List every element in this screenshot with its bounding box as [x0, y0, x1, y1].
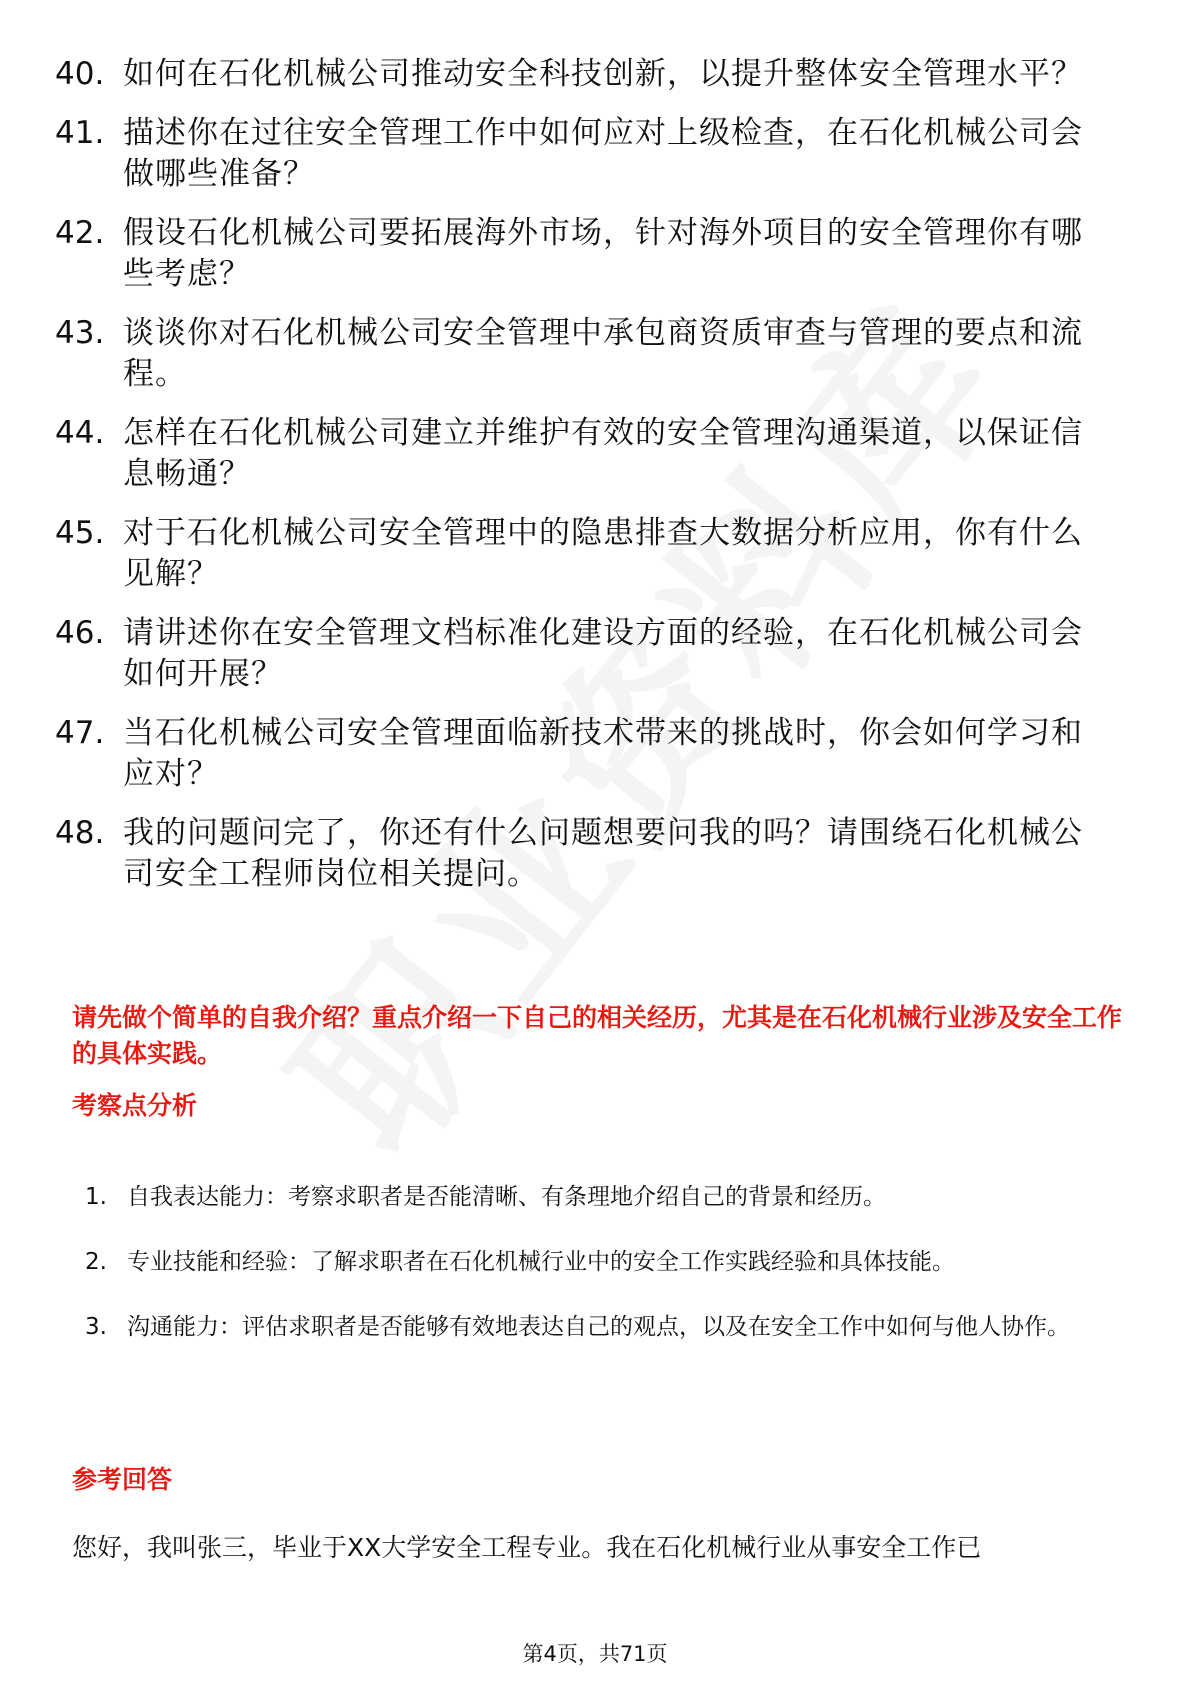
question-text: 如何在石化机械公司推动安全科技创新，以提升整体安全管理水平？	[123, 56, 1083, 92]
question-number: 48.	[55, 815, 105, 851]
answer-title: 参考回答	[72, 1465, 173, 1494]
analysis-list	[85, 1168, 1125, 1363]
question-number: 47.	[55, 715, 105, 751]
analysis-title: 考察点分析	[72, 1091, 198, 1120]
question-text: 怎样在石化机械公司建立并维护有效的安全管理沟通渠道，以保证信息畅通？	[123, 415, 1083, 492]
question-item	[55, 713, 1115, 795]
analysis-number: 3.	[85, 1314, 107, 1340]
analysis-number: 1.	[85, 1184, 107, 1210]
question-number: 46.	[55, 615, 105, 651]
question-text: 我的问题问完了，你还有什么问题想要问我的吗？请围绕石化机械公司安全工程师岗位相关提问。	[123, 815, 1083, 892]
question-number: 41.	[55, 115, 105, 151]
question-number: 45.	[55, 515, 105, 551]
question-number: 43.	[55, 315, 105, 351]
question-text: 请讲述你在安全管理文档标准化建设方面的经验，在石化机械公司会如何开展？	[123, 615, 1083, 692]
question-item	[55, 613, 1115, 695]
analysis-text: 自我表达能力：考察求职者是否能清晰、有条理地介绍自己的背景和经历。	[127, 1184, 886, 1210]
analysis-item	[85, 1233, 1125, 1291]
highlight-question: 请先做个简单的自我介绍？重点介绍一下自己的相关经历，尤其是在石化机械行业涉及安全工作的具体实践。	[72, 1003, 1123, 1068]
analysis-item	[85, 1168, 1125, 1226]
answer-text: 您好，我叫张三，毕业于XX大学安全工程专业。我在石化机械行业从事安全工作已	[72, 1533, 982, 1562]
analysis-text: 专业技能和经验：了解求职者在石化机械行业中的安全工作实践经验和具体技能。	[127, 1249, 955, 1275]
question-text: 对于石化机械公司安全管理中的隐患排查大数据分析应用，你有什么见解？	[123, 515, 1083, 592]
question-text: 当石化机械公司安全管理面临新技术带来的挑战时，你会如何学习和应对？	[123, 715, 1083, 792]
page-footer: 第4页，共71页	[522, 1642, 668, 1666]
question-number: 44.	[55, 415, 105, 451]
question-list	[55, 54, 1115, 913]
analysis-item	[85, 1298, 1125, 1356]
question-item	[55, 313, 1115, 395]
question-item	[55, 54, 1115, 95]
question-text: 描述你在过往安全管理工作中如何应对上级检查，在石化机械公司会做哪些准备？	[123, 115, 1083, 192]
question-number: 40.	[55, 56, 105, 92]
question-text: 假设石化机械公司要拓展海外市场，针对海外项目的安全管理你有哪些考虑？	[123, 215, 1083, 292]
question-text: 谈谈你对石化机械公司安全管理中承包商资质审查与管理的要点和流程。	[123, 315, 1083, 392]
analysis-text: 沟通能力：评估求职者是否能够有效地表达自己的观点，以及在安全工作中如何与他人协作。	[127, 1314, 1070, 1340]
question-number: 42.	[55, 215, 105, 251]
question-item	[55, 113, 1115, 195]
question-item	[55, 813, 1115, 895]
analysis-number: 2.	[85, 1249, 107, 1275]
question-item	[55, 413, 1115, 495]
question-item	[55, 213, 1115, 295]
question-item	[55, 513, 1115, 595]
